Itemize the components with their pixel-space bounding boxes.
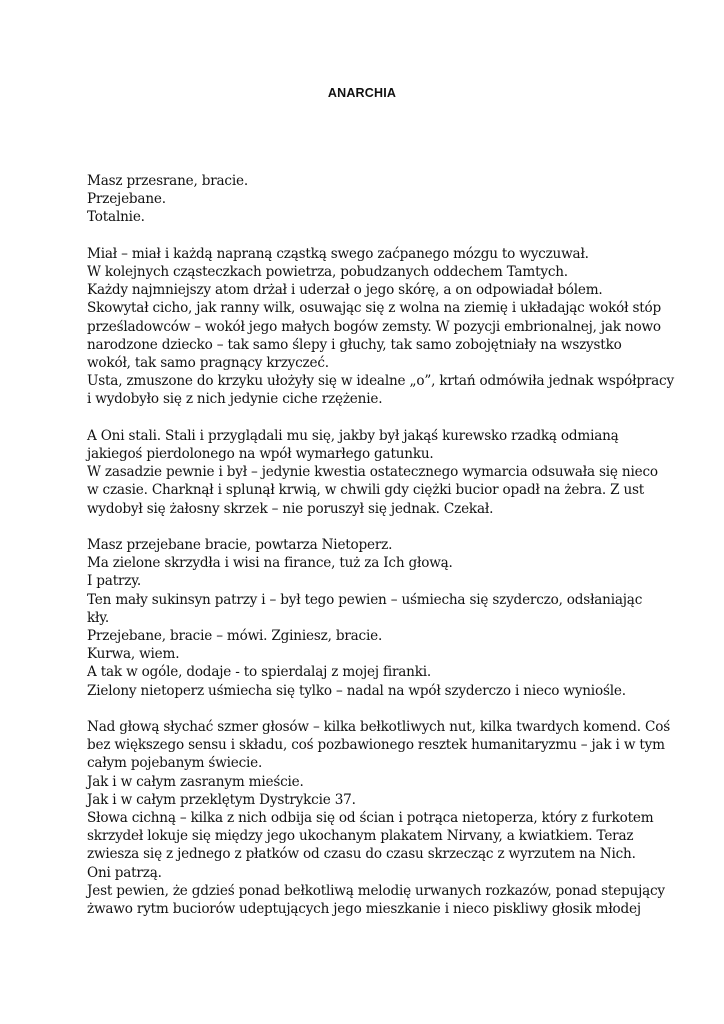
text-line: Kurwa, wiem. bbox=[87, 646, 180, 663]
text-line: Masz przesrane, bracie. bbox=[87, 173, 248, 189]
text-line: Każdy najmniejszy atom drżał i uderzał o jego skórę, a on odpowiadał bólem. bbox=[87, 282, 603, 299]
text-line: jakiegoś pierdolonego na wpół wymarłego gatunku. bbox=[87, 446, 434, 463]
paragraph bbox=[87, 427, 658, 518]
text-line: Słowa cichną – kilka z nich odbija się od ścian i potrąca nietoperza, który z furkotem bbox=[87, 810, 654, 827]
document-body bbox=[87, 172, 674, 936]
text-line: bez większego sensu i składu, coś pozbawionego resztek humanitaryzmu – jak i w tym bbox=[87, 737, 665, 754]
text-line: wokół, tak samo pragnący krzyczeć. bbox=[87, 355, 329, 372]
text-line: Przejebane. bbox=[87, 191, 166, 208]
text-line: Masz przejebane bracie, powtarza Nietoperz. bbox=[87, 537, 393, 554]
text-line: Jak i w całym przeklętym Dystrykcie 37. bbox=[87, 791, 356, 808]
text-line: żwawo rytm buciorów udeptujących jego mieszkanie i nieco piskliwy głosik młodej bbox=[87, 901, 641, 918]
text-line: W zasadzie pewnie i był – jedynie kwestia ostatecznego wymarcia odsuwała się nieco bbox=[87, 464, 658, 481]
text-line: Jest pewien, że gdzieś ponad bełkotliwą melodię urwanych rozkazów, ponad stepujący bbox=[87, 882, 665, 899]
paragraph bbox=[87, 245, 674, 409]
text-line: W kolejnych cząsteczkach powietrza, pobudzanych oddechem Tamtych. bbox=[87, 264, 568, 280]
paragraph bbox=[87, 172, 647, 227]
text-line: i wydobyło się z nich jedynie ciche rzężenie. bbox=[87, 391, 383, 408]
text-line: prześladowców – wokół jego małych bogów zemsty. W pozycji embrionalnej, jak nowo bbox=[87, 318, 661, 335]
text-line: Ten mały sukinsyn patrzy i – był tego pewien – uśmiecha się szyderczo, odsłaniając bbox=[87, 591, 643, 608]
text-line: zwiesza się z jednego z płatków od czasu do czasu skrzecząc z wyrzutem na Nich. bbox=[87, 846, 636, 863]
text-line: skrzydeł lokuje się między jego ukochanym plakatem Nirvany, a kwiatkiem. Teraz bbox=[87, 828, 634, 845]
text-line: A tak w ogóle, dodaje - to spierdalaj z mojej firanki. bbox=[87, 664, 432, 681]
text-line: całym pojebanym świecie. bbox=[87, 755, 263, 772]
text-line: A Oni stali. Stali i przyglądali mu się, jakby był jakąś kurewsko rzadką odmianą bbox=[87, 427, 619, 444]
paragraph bbox=[87, 536, 647, 700]
text-line: Usta, zmuszone do krzyku ułożyły się w idealne „o”, krtań odmówiła jednak współpracy bbox=[87, 373, 674, 390]
text-line: Przejebane, bracie – mówi. Zginiesz, bracie. bbox=[87, 628, 383, 645]
paragraph bbox=[87, 718, 670, 918]
text-line: w czasie. Charknął i splunął krwią, w chwili gdy ciężki bucior opadł na żebra. Z ust bbox=[87, 482, 645, 499]
text-line: I patrzy. bbox=[87, 573, 142, 590]
text-line: Miał – miał i każdą napraną cząstką swego zaćpanego mózgu to wyczuwał. bbox=[87, 245, 589, 262]
text-line: Oni patrzą. bbox=[87, 864, 162, 881]
text-line: Ma zielone skrzydła i wisi na firance, tuż za Ich głową. bbox=[87, 555, 453, 572]
text-line: Skowytał cicho, jak ranny wilk, osuwając się z wolna na ziemię i układając wokół stóp bbox=[87, 300, 661, 317]
text-line: Jak i w całym zasranym mieście. bbox=[87, 773, 304, 790]
text-line: Nad głową słychać szmer głosów – kilka bełkotliwych nut, kilka twardych komend. Coś bbox=[87, 719, 670, 736]
document-title: ANARCHIA bbox=[327, 86, 397, 100]
text-line: narodzone dziecko – tak samo ślepy i głuchy, tak samo zobojętniały na wszystko bbox=[87, 336, 622, 353]
text-line: Zielony nietoperz uśmiecha się tylko – nadal na wpół szyderczo i nieco wyniośle. bbox=[87, 682, 626, 699]
text-line: Totalnie. bbox=[87, 209, 145, 226]
text-line: wydobył się żałosny skrzek – nie poruszył się jednak. Czekał. bbox=[87, 500, 494, 517]
text-line: kły. bbox=[87, 609, 110, 626]
